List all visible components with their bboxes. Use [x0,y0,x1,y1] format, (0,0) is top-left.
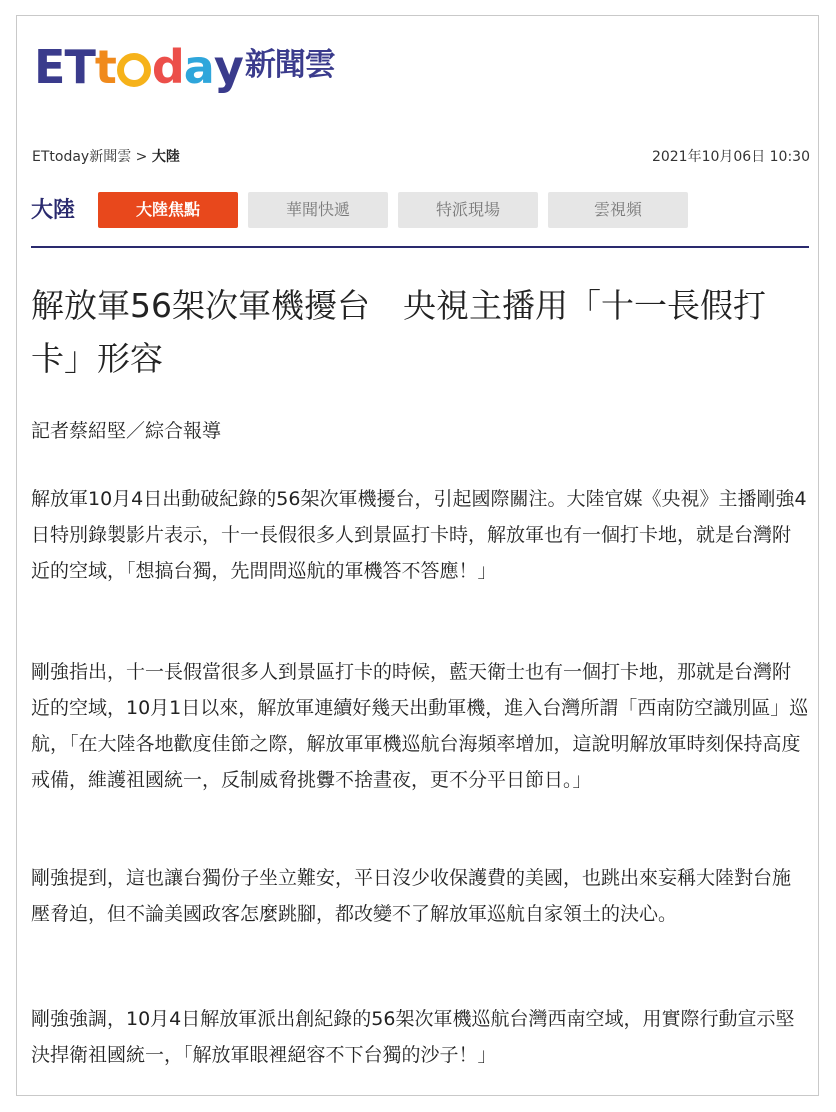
breadcrumb-separator: > [135,149,148,165]
logo-letter-t: T [64,40,95,94]
ettoday-logo[interactable] [34,36,335,92]
tab-mainland-focus[interactable]: 大陸焦點 [98,192,238,228]
logo-letter-y: y [213,40,243,94]
logo-letter-t-lower: t [94,40,116,94]
tab-special-correspondent[interactable]: 特派現場 [398,192,538,228]
breadcrumb-current[interactable]: 大陸 [151,149,180,165]
article-paragraph-4: 剛強強調，10月4日解放軍派出創紀錄的56架次軍機巡航台灣西南空域，用實際行動宣示堅決捍衛祖國統一，「解放軍眼裡絕容不下台獨的沙子！」 [31,1008,795,1066]
tab-chinese-news-express[interactable]: 華聞快遞 [248,192,388,228]
article-byline: 記者蔡紹堅／綜合報導 [31,420,222,442]
article-paragraph-2: 剛強指出，十一長假當很多人到景區打卡的時候，藍天衛士也有一個打卡地，那就是台灣附近的空域，10月1日以來，解放軍連續好幾天出動軍機，進入台灣所謂「西南防空識別區」巡航，「在大陸各地歡度佳節之際，解放軍軍機巡航台海頻率增加，這說明解放軍時刻保持高度戒備，維護祖國統一，反制威脅挑釁不捨晝夜，更不分平日節日。」 [31,661,809,791]
article-paragraph-3: 剛強提到，這也讓台獨份子坐立難安，平日沒少收保護費的美國，也跳出來妄稱大陸對台施壓脅迫，但不論美國政客怎麼跳腳，都改變不了解放軍巡航自家領土的決心。 [31,867,792,925]
logo-letter-e: E [34,40,65,94]
logo-o-yellow-icon [117,53,151,87]
article-headline: 解放軍56架次軍機擾台 央視主播用「十一長假打卡」形容 [31,286,766,378]
tab-cloud-video[interactable]: 雲視頻 [548,192,688,228]
breadcrumb [32,147,180,167]
publish-datetime: 2021年10月06日 10:30 [651,149,810,165]
article-paragraph-1: 解放軍10月4日出動破紀錄的56架次軍機擾台，引起國際關注。大陸官媒《央視》主播剛強4日特別錄製影片表示，十一長假很多人到景區打卡時，解放軍也有一個打卡地，就是台灣附近的空域，「想搞台獨，先問問巡航的軍機答不答應！」 [31,488,807,582]
breadcrumb-home-link[interactable]: ETtoday新聞雲 [32,149,132,165]
logo-letter-d: d [151,40,184,94]
logo-chinese-text: 新聞雲 [244,47,335,83]
logo-letter-a: a [183,40,214,94]
section-tabs [98,192,688,228]
section-divider [31,246,809,248]
section-title[interactable]: 大陸 [31,198,76,223]
